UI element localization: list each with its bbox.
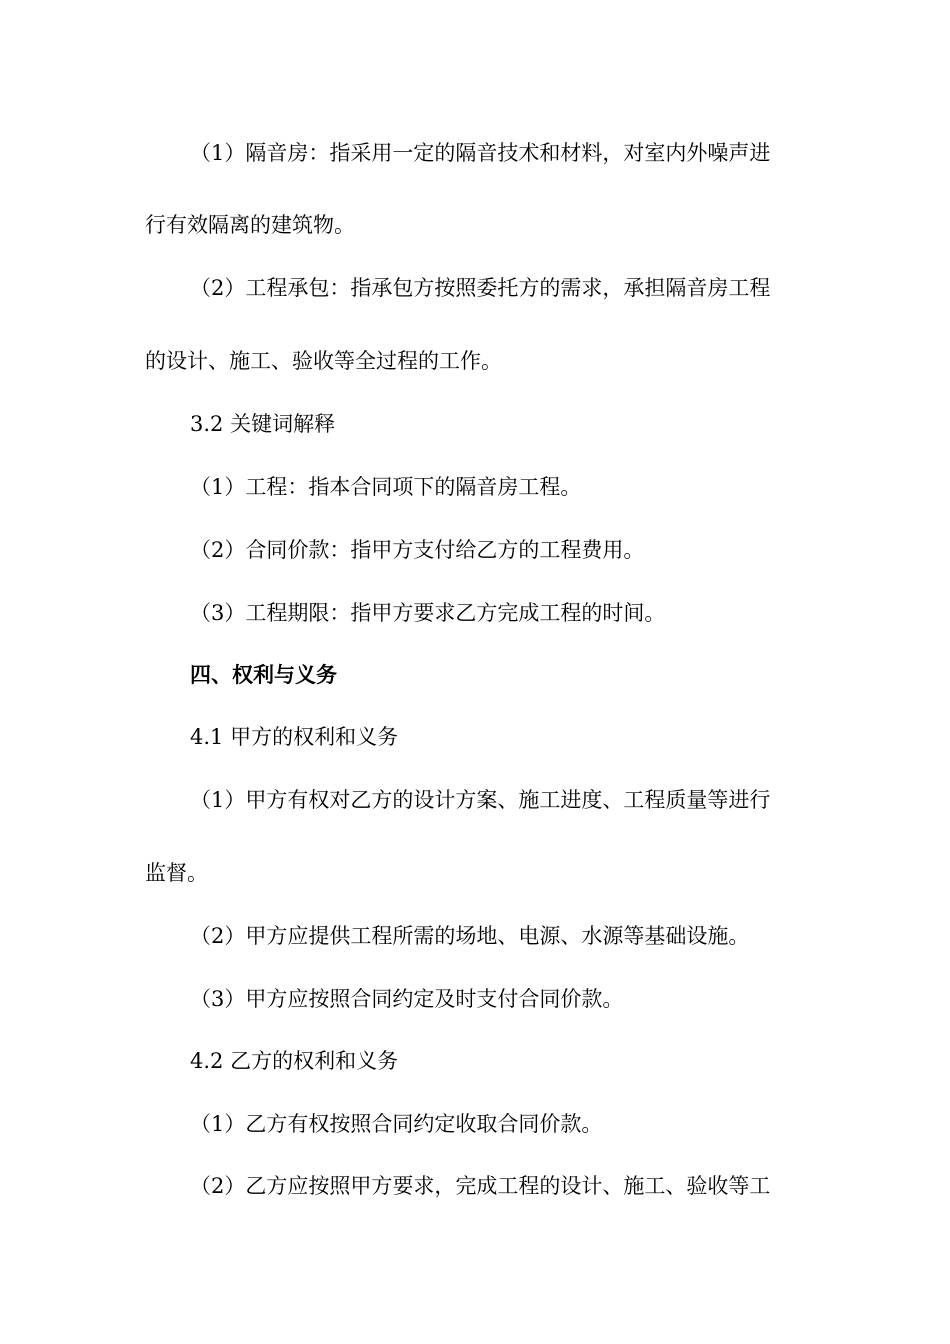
paragraph-line: （1）乙方有权按照合同约定收取合同价款。 [190,1112,603,1136]
paragraph-line: （2）乙方应按照甲方要求，完成工程的设计、施工、验收等工 [190,1174,771,1198]
section-heading: 4.2 乙方的权利和义务 [190,1049,399,1073]
paragraph-line: 行有效隔离的建筑物。 [145,213,355,237]
section-heading: 3.2 关键词解释 [190,412,336,436]
paragraph-line: 的设计、施工、验收等全过程的工作。 [145,349,502,373]
paragraph-line: 监督。 [145,861,208,885]
paragraph-line: （1）隔音房：指采用一定的隔音技术和材料，对室内外噪声进 [190,141,771,165]
paragraph-line: （3）工程期限：指甲方要求乙方完成工程的时间。 [190,601,666,625]
paragraph-line: （2）工程承包：指承包方按照委托方的需求，承担隔音房工程 [190,276,771,300]
paragraph-line: （2）合同价款：指甲方支付给乙方的工程费用。 [190,538,645,562]
section-heading: 4.1 甲方的权利和义务 [190,725,399,749]
chapter-heading: 四、权利与义务 [190,662,337,687]
paragraph-line: （2）甲方应提供工程所需的场地、电源、水源等基础设施。 [190,924,750,948]
paragraph-line: （3）甲方应按照合同约定及时支付合同价款。 [190,987,624,1011]
paragraph-line: （1）工程：指本合同项下的隔音房工程。 [190,475,582,499]
paragraph-line: （1）甲方有权对乙方的设计方案、施工进度、工程质量等进行 [190,788,771,812]
